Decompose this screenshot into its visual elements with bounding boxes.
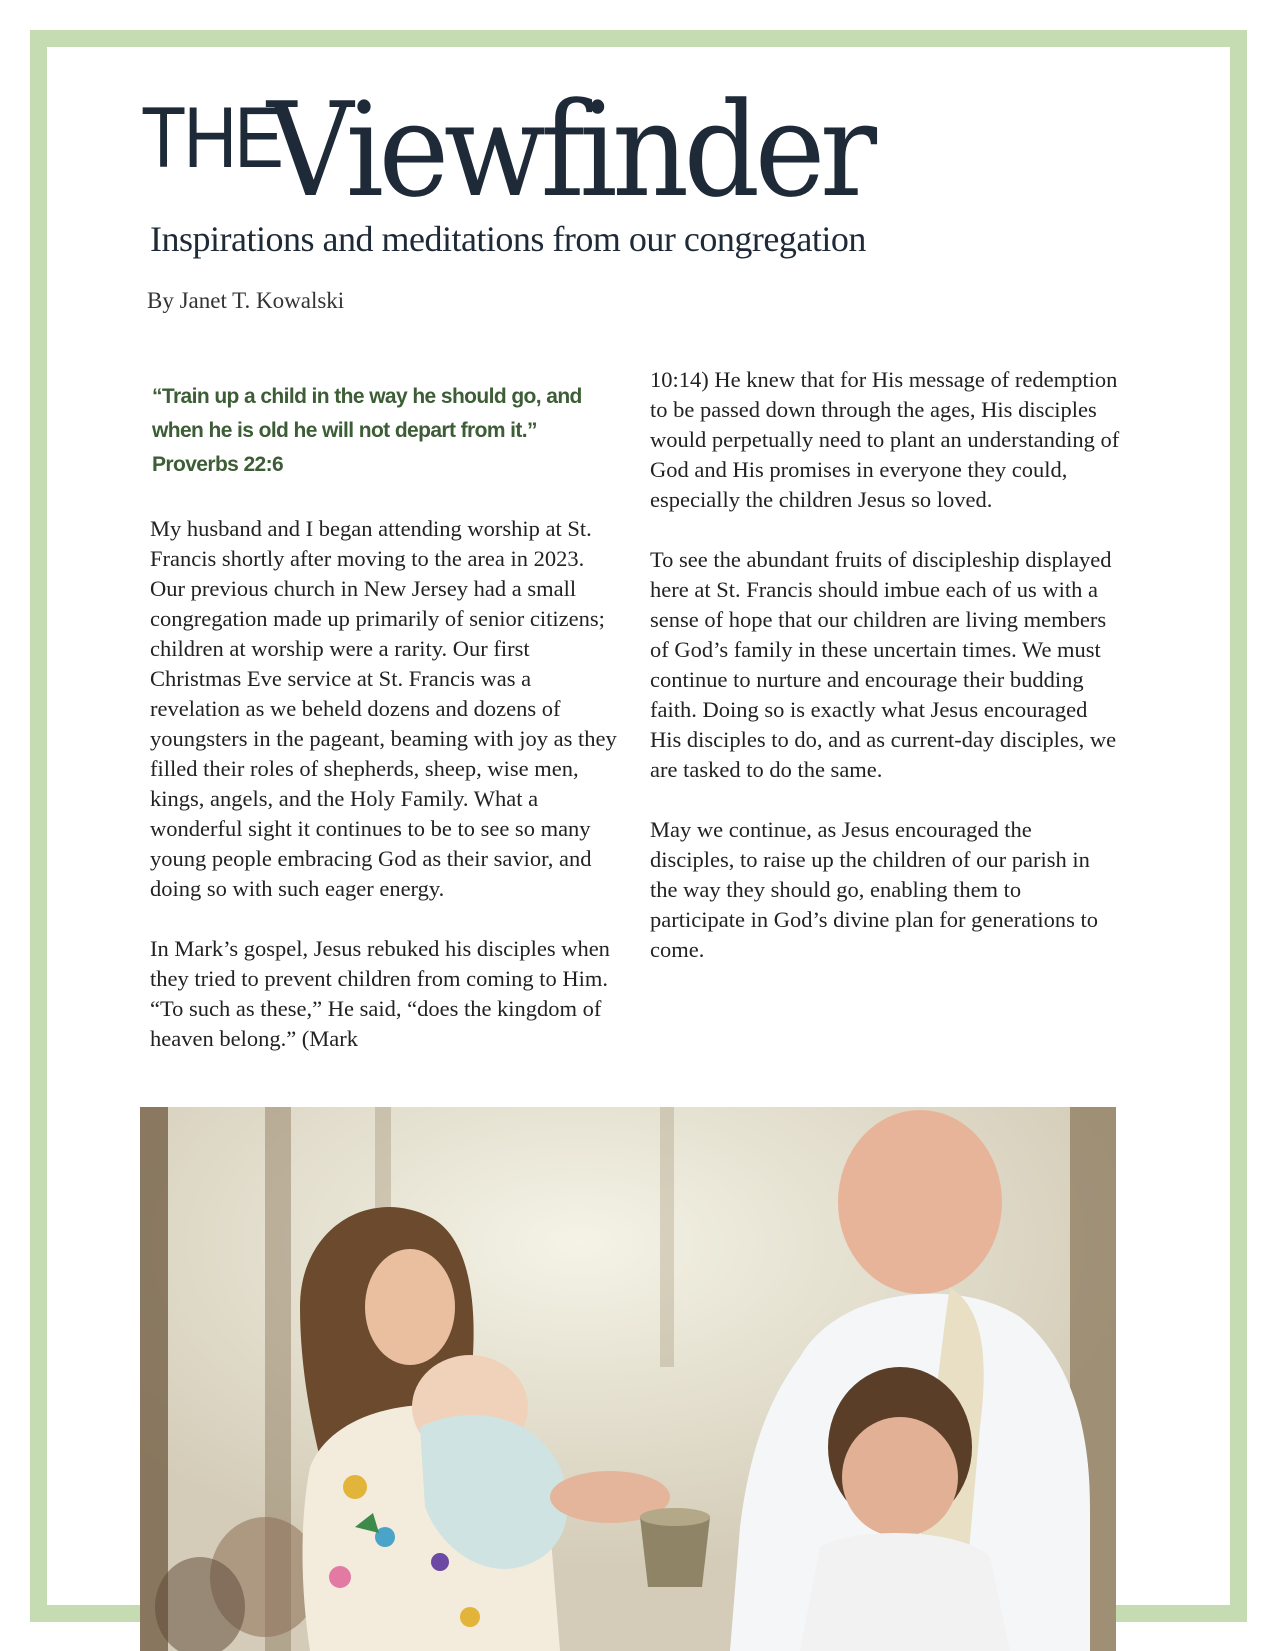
article-paragraph: 10:14) He knew that for His message of redemption to be passed down through the ages, His disciples would perpetually need to plant an understanding of God and His promises in everyone they could, especially the children Jesus so loved. <box>650 367 1120 512</box>
article-column-right <box>650 365 1120 995</box>
author-byline: By Janet T. Kowalski <box>147 288 345 313</box>
scripture-quote: “Train up a child in the way he should go, and when he is old he will not depart from it.” Proverbs 22:6 <box>152 385 582 476</box>
masthead-title: Viewfinder <box>267 74 872 226</box>
photo-illustration <box>140 1107 1116 1651</box>
article-paragraph: My husband and I began attending worship at St. Francis shortly after moving to the area in 2023. Our previous church in New Jersey had a small congregation made up primarily of senior citizens; children at worship were a rarity. Our first Christmas Eve service at St. Francis was a revelation as we beheld dozens and dozens of youngsters in the pageant, beaming with joy as they filled their roles of shepherds, sheep, wise men, kings, angels, and the Holy Family. What a wonderful sight it continues to be to see so many young people embracing God as their savior, and doing so with such eager energy. <box>150 516 617 901</box>
masthead-the: THE <box>141 90 282 186</box>
page-subtitle: Inspirations and meditations from our congregation <box>150 219 866 259</box>
article-paragraph: May we continue, as Jesus encouraged the disciples, to raise up the children of our parish in the way they should go, enabling them to participate in God’s divine plan for generations to come. <box>650 817 1099 962</box>
article-paragraph: To see the abundant fruits of discipleship displayed here at St. Francis should imbue each of us with a sense of hope that our children are living members of God’s family in these uncertain times. We must continue to nurture and encourage their budding faith. Doing so is exactly what Jesus encouraged His disciples to do, and as current-day disciples, we are tasked to do the same. <box>650 547 1117 782</box>
article-paragraph: In Mark’s gospel, Jesus rebuked his disciples when they tried to prevent children from coming to Him. “To such as these,” He said, “does the kingdom of heaven belong.” (Mark <box>150 936 610 1051</box>
article-photo <box>140 1107 1116 1651</box>
article-column-left <box>150 380 622 1084</box>
masthead <box>135 74 895 226</box>
